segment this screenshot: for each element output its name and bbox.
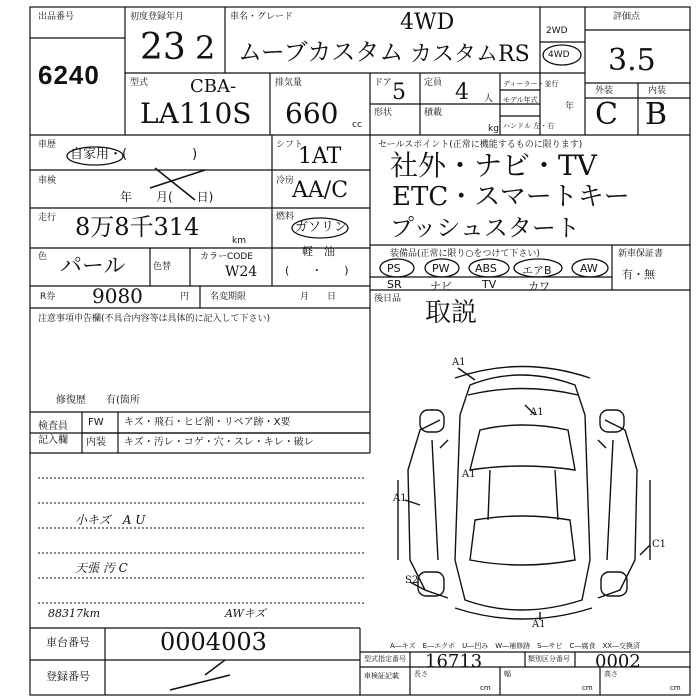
int-grade: B <box>645 97 668 132</box>
color-code: W24 <box>225 264 258 280</box>
lot-no-label: 出品番号 <box>38 12 75 22</box>
width-cm: cm <box>582 684 593 692</box>
report-label: 注意事項申告欄(不具合内容等は具体的に記入して下さい) <box>38 314 271 324</box>
equip-tv: TV <box>482 278 497 291</box>
name-change-value: 月 日 <box>300 292 337 302</box>
capacity-unit: 人 <box>484 94 494 104</box>
displacement-unit: cc <box>352 120 362 130</box>
color-value: パール <box>60 254 126 279</box>
shape-label: 形状 <box>374 108 393 118</box>
model-code: LA110S <box>140 97 252 130</box>
equip-abs: ABS <box>475 262 497 275</box>
int-label: 内装 <box>648 86 667 96</box>
sales-label: セールスポイント(正常に機能するものに限ります) <box>378 140 583 150</box>
fuel-alt: 軽 油 <box>302 245 335 258</box>
ac-value: AA/C <box>292 178 349 203</box>
length-label: 長さ <box>414 670 428 678</box>
sales-line2: ETC・スマートキー <box>392 182 630 212</box>
drive-2wd: 2WD <box>546 26 568 36</box>
capacity-label: 定員 <box>424 78 443 88</box>
load-unit: kg <box>488 124 499 134</box>
recycle-value: 9080 <box>92 284 143 308</box>
model-year-label: モデル年式 <box>503 96 538 104</box>
color-change-label: 色替 <box>153 262 172 272</box>
inspection-value: 年 月( 日) <box>120 190 214 204</box>
after-value: 取説 <box>425 298 478 328</box>
car-name: ムーブカスタム <box>238 38 404 66</box>
equip-aw: AW <box>580 262 598 275</box>
score: 3.5 <box>608 43 656 78</box>
first-reg-year: 23 <box>140 27 186 68</box>
first-reg-label: 初度登録年月 <box>130 12 185 22</box>
equip-label: 装備品(正常に限り○をつけて下さい) <box>390 249 540 259</box>
color-label: 色 <box>38 252 48 262</box>
length-cm: cm <box>480 684 491 692</box>
warranty-label: 新車保証書 <box>618 249 664 259</box>
equip-leather: カワ <box>528 280 550 293</box>
width-label: 幅 <box>504 670 511 678</box>
plate-label: 登録番号 <box>46 670 90 683</box>
ext-grade: C <box>595 97 618 132</box>
chassis-label: 車台番号 <box>46 636 90 649</box>
equip-airbag: エアB <box>522 264 552 277</box>
mark-7: A1 <box>532 619 546 630</box>
car-name-label: 車名・グレード <box>230 12 294 22</box>
mark-5: C1 <box>652 539 667 550</box>
fw-items: キズ・飛石・ヒビ割・リペア跡・X要 <box>124 417 291 428</box>
interior-label: 内装 <box>86 437 106 448</box>
equip-pw: PW <box>432 262 450 275</box>
height-label: 高さ <box>604 670 618 678</box>
mileage-unit: km <box>232 236 246 246</box>
displacement-label: 排気量 <box>275 78 303 88</box>
model-year-unit: 年 <box>565 102 575 112</box>
recycle-label: R券 <box>40 292 56 302</box>
history-value: 自家用・( ) <box>70 147 198 162</box>
car-diagram <box>398 367 650 621</box>
class-no-label: 類別区分番号 <box>528 655 570 663</box>
fuel-paren: ( ・ ) <box>285 264 349 277</box>
legend: A―キズ E―エクボ U―凹み W―補修跡 S―サビ C―腐食 XX―交換済 <box>390 642 641 650</box>
shift-label: シフト <box>276 140 304 150</box>
doors-label: ドア <box>374 78 392 88</box>
sales-line3: プッシュスタート <box>390 214 580 242</box>
equip-navi: ナビ <box>430 280 452 293</box>
interior-items: キズ・汚レ・コゲ・穴・スレ・キレ・破レ <box>124 437 314 448</box>
ac-label: 冷房 <box>276 176 295 186</box>
warranty-value: 有・無 <box>622 268 655 281</box>
fuel-value: ガソリン <box>295 220 348 235</box>
name-change-label: 名変期限 <box>210 292 247 302</box>
history-label: 車歴 <box>38 140 57 150</box>
recycle-unit: 円 <box>180 292 190 302</box>
mark-6: S2 <box>405 575 419 586</box>
fw-label: FW <box>88 417 104 428</box>
mileage-label: 走行 <box>38 213 57 223</box>
after-label: 後日品 <box>374 294 402 304</box>
drive-hand: 4WD <box>400 10 455 35</box>
handle-label: ハンドル 左・右 <box>503 122 555 130</box>
note-hand-3: 88317km <box>48 607 101 620</box>
model-label: 型式 <box>130 78 149 88</box>
mileage-value: 8万8千314 <box>75 213 200 241</box>
equip-sr: SR <box>387 278 402 291</box>
ext-label: 外装 <box>595 86 614 96</box>
note-hand-2: 天張 汚 C <box>75 561 128 575</box>
grade: カスタムRS <box>410 42 530 67</box>
inspection-label: 車検 <box>38 176 57 186</box>
type-no: 16713 <box>425 651 483 672</box>
equip-ps: PS <box>387 262 401 275</box>
sales-line1: 社外・ナビ・TV <box>390 149 597 182</box>
color-code-label: カラーCODE <box>200 252 253 262</box>
mark-1: A1 <box>452 357 466 368</box>
displacement: 660 <box>285 97 339 130</box>
model-prefix: CBA- <box>190 76 237 97</box>
class-no: 0002 <box>595 651 641 672</box>
drive-4wd: 4WD <box>548 50 570 60</box>
doors: 5 <box>392 80 406 105</box>
lot-no: 6240 <box>38 60 100 90</box>
height-cm: cm <box>670 684 681 692</box>
chassis-value: 0004003 <box>160 628 267 656</box>
fuel-label: 燃料 <box>276 212 295 222</box>
capacity: 4 <box>455 80 469 105</box>
shift-value: 1AT <box>298 144 342 169</box>
type-no-label: 型式指定番号 <box>364 655 406 663</box>
first-reg-month: 2 <box>195 29 216 67</box>
note-hand-1: 小キズ A U <box>75 513 146 527</box>
mark-2: A1 <box>530 407 544 418</box>
score-label: 評価点 <box>613 12 641 22</box>
load-label: 積載 <box>424 108 443 118</box>
inspector-label: 検査員 記入欄 <box>38 421 68 446</box>
repair-label: 修復歴 有(箇所 <box>56 395 140 406</box>
mark-3: A1 <box>462 469 476 480</box>
mark-4: A1 <box>393 493 407 504</box>
note-hand-4: AWキズ <box>225 607 266 620</box>
spec-label: 車検証記載 <box>364 672 399 680</box>
dealer-label: ディーラー・並行 <box>503 80 559 88</box>
